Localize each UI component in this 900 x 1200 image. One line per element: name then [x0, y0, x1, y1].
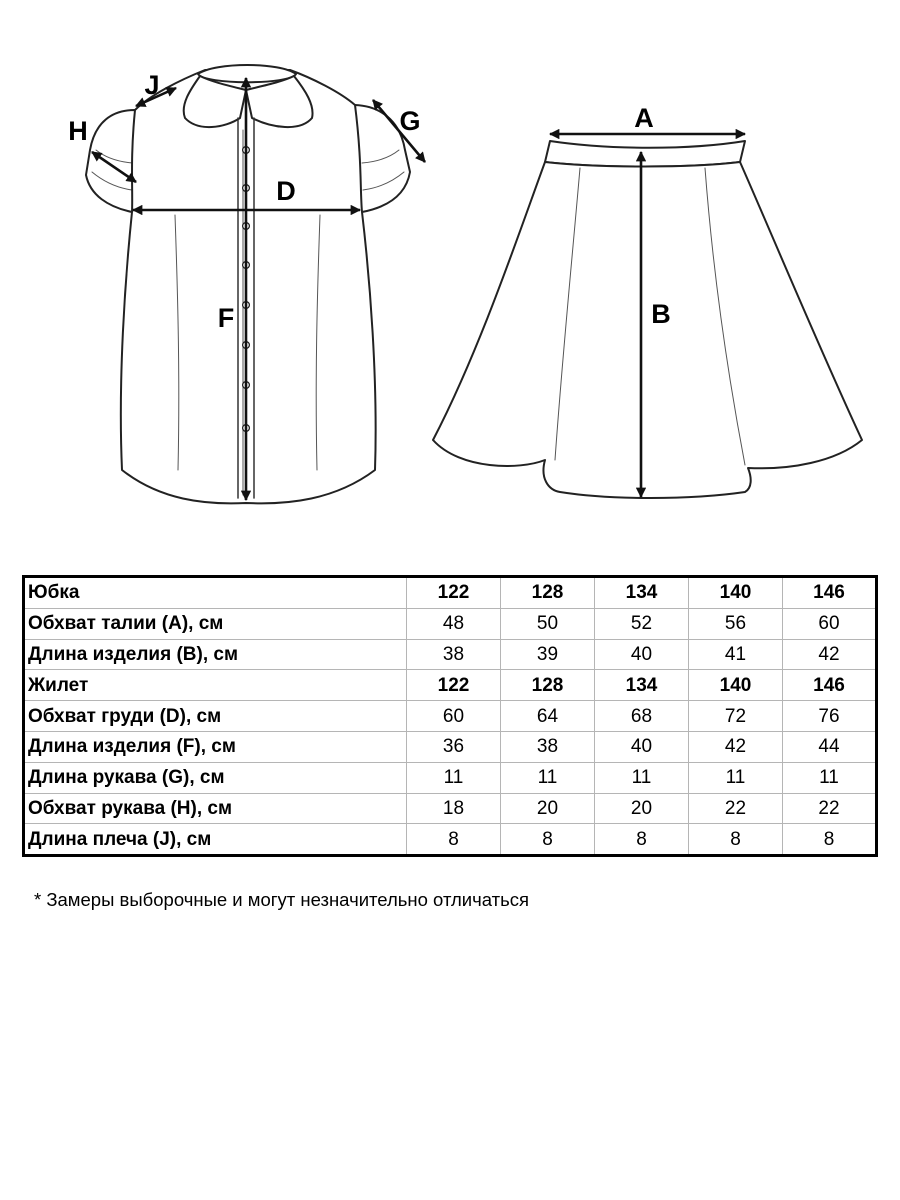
- table-cell: 60: [407, 701, 501, 732]
- skirt-body: [433, 162, 862, 498]
- table-cell: 41: [689, 639, 783, 670]
- label-h: H: [68, 116, 88, 146]
- table-cell: 8: [501, 824, 595, 856]
- table-cell: 64: [501, 701, 595, 732]
- row-label: Длина изделия (B), см: [24, 639, 407, 670]
- skirt-waistband: [545, 141, 745, 167]
- label-g: G: [399, 106, 421, 136]
- label-j: J: [144, 70, 160, 100]
- table-cell: 8: [595, 824, 689, 856]
- table-cell: 134: [595, 670, 689, 701]
- table-cell: 140: [689, 577, 783, 609]
- table-cell: 128: [501, 577, 595, 609]
- blouse-left-sleeve: [86, 110, 135, 212]
- table-cell: 146: [783, 670, 877, 701]
- row-label: Жилет: [24, 670, 407, 701]
- table-row: [24, 793, 877, 824]
- table-cell: 8: [689, 824, 783, 856]
- row-label: Обхват талии (A), см: [24, 608, 407, 639]
- label-a: A: [634, 103, 654, 133]
- table-cell: 20: [595, 793, 689, 824]
- table-cell: 68: [595, 701, 689, 732]
- table-cell: 56: [689, 608, 783, 639]
- table-cell: 11: [783, 762, 877, 793]
- table-cell: 38: [407, 639, 501, 670]
- row-label: Длина рукава (G), см: [24, 762, 407, 793]
- table-cell: 8: [407, 824, 501, 856]
- table-cell: 40: [595, 639, 689, 670]
- table-row: [24, 639, 877, 670]
- table-cell: 42: [689, 731, 783, 762]
- table-cell: 52: [595, 608, 689, 639]
- row-label: Длина плеча (J), см: [24, 824, 407, 856]
- size-table: [22, 575, 878, 857]
- table-cell: 60: [783, 608, 877, 639]
- table-cell: 38: [501, 731, 595, 762]
- table-cell: 44: [783, 731, 877, 762]
- table-cell: 76: [783, 701, 877, 732]
- table-cell: 146: [783, 577, 877, 609]
- row-label: Обхват груди (D), см: [24, 701, 407, 732]
- measurement-note: * Замеры выборочные и могут незначительно отличаться: [34, 889, 530, 910]
- table-cell: 42: [783, 639, 877, 670]
- table-row: [24, 731, 877, 762]
- table-row: [24, 577, 877, 609]
- table-cell: 22: [783, 793, 877, 824]
- table-row: [24, 701, 877, 732]
- size-table-body: [24, 577, 877, 856]
- table-cell: 122: [407, 577, 501, 609]
- garment-drawings: [0, 0, 900, 540]
- table-row: [24, 608, 877, 639]
- row-label: Длина изделия (F), см: [24, 731, 407, 762]
- table-cell: 11: [407, 762, 501, 793]
- table-row: [24, 670, 877, 701]
- row-label: Юбка: [24, 577, 407, 609]
- table-cell: 140: [689, 670, 783, 701]
- table-cell: 128: [501, 670, 595, 701]
- table-cell: 8: [783, 824, 877, 856]
- table-cell: 11: [689, 762, 783, 793]
- table-cell: 11: [595, 762, 689, 793]
- table-cell: 48: [407, 608, 501, 639]
- table-cell: 36: [407, 731, 501, 762]
- blouse-drawing: [68, 65, 425, 503]
- table-cell: 39: [501, 639, 595, 670]
- table-row: [24, 824, 877, 856]
- table-cell: 22: [689, 793, 783, 824]
- skirt-drawing: [433, 103, 862, 498]
- table-cell: 18: [407, 793, 501, 824]
- label-b: B: [651, 299, 671, 329]
- label-d: D: [276, 176, 296, 206]
- table-cell: 50: [501, 608, 595, 639]
- table-cell: 134: [595, 577, 689, 609]
- table-cell: 122: [407, 670, 501, 701]
- table-cell: 11: [501, 762, 595, 793]
- table-cell: 72: [689, 701, 783, 732]
- table-row: [24, 762, 877, 793]
- table-cell: 40: [595, 731, 689, 762]
- table-cell: 20: [501, 793, 595, 824]
- label-f: F: [217, 303, 235, 333]
- row-label: Обхват рукава (H), см: [24, 793, 407, 824]
- blouse-body: [121, 70, 376, 503]
